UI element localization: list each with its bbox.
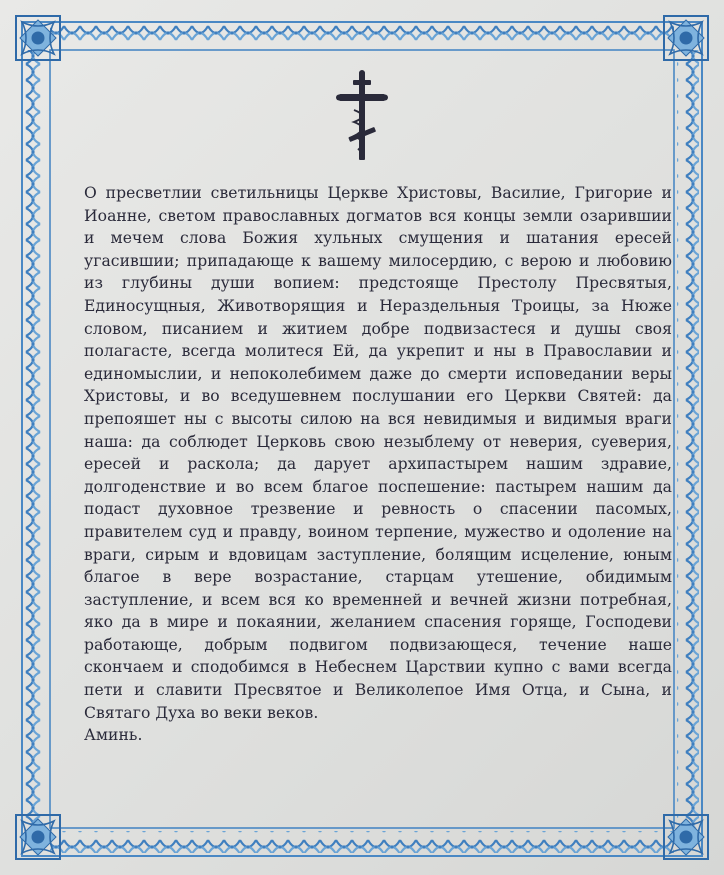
orthodox-cross-icon xyxy=(336,70,388,162)
border-top-band xyxy=(50,25,674,47)
border-bottom-band xyxy=(50,831,674,853)
corner-ornament-bottom-left xyxy=(16,815,60,859)
prayer-text: О пресветлии светильницы Церкве Христовы, Василие, Григорие и Иоанне, светом православных догматов вся концы земли озарившии и мечем слова Божия хульных смущения и шатания ересей угасившии; припадающе к вашему милосердию, с верою и любовию из глубины души вопием: предстояще Престолу Пресвятыя, Единосущныя, Животворящия и Нераздельныя Троицы, за Нюже словом, писанием и житием добре подвизастеся и душы своя полагасте, всегда молитеся Ей, да укрепит и ны в Православии и единомыслии, и непоколебимем даже до смерти исповедании веры Христовы, и во вседушевнем послушании его Церкви Святей: да препояшет ны с высоты силою на вся невидимыя и видимыя враги наша: да соблюдет Церковь свою незыблему от неверия, суеверия, ересей и раскола; да дарует архипастырем нашим здравие, долгоденствие и во всем благое поспешение: пастырем нашим да подаст духовное трезвение и ревность о спасении пасомых, правителем суд и правду, воином терпение, мужество и одоление на враги, сирым и вдовицам заступление, болящим исцеление, юным благое в вере возрастание, старцам утешение, обидимым заступление, и всем вся ко временней и вечней жизни потребная, яко да в мире и покаянии, желанием спасения горяще, Господеви работающе, добрым подвигом подвизающеся, течение наше скончаем и сподобимся в Небеснем Царствии купно с вами всегда пети и славити Пресвятое и Великолепое Имя Отца, и Сына, и Святаго Духа во веки веков. Аминь. xyxy=(84,184,672,745)
corner-ornament-bottom-right xyxy=(664,815,708,859)
corner-ornament-top-right xyxy=(664,16,708,60)
border-left-band xyxy=(25,50,47,828)
corner-ornament-top-left xyxy=(16,16,60,60)
border-right-band xyxy=(677,50,699,828)
